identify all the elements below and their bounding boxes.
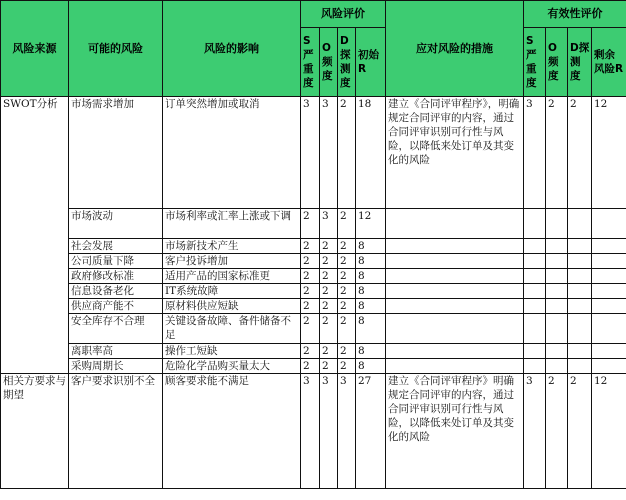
residual-r-cell [592, 239, 626, 254]
col-header-risk-eval: 风险评价 [301, 1, 386, 28]
initial-r-cell: 8 [356, 344, 386, 359]
residual-r-cell [592, 209, 626, 239]
impact-cell: 原材料供应短缺 [163, 299, 301, 314]
impact-cell: 客户投诉增加 [163, 254, 301, 269]
eff-severity-cell [524, 239, 546, 254]
eff-severity-cell: 3 [524, 374, 546, 489]
eff-detection-cell [568, 239, 592, 254]
table-row [1, 374, 626, 489]
col-header-eff-detection: D探测度 [568, 28, 592, 97]
eff-severity-cell [524, 269, 546, 284]
risk-cell: 采购周期长 [69, 359, 163, 374]
eff-detection-cell [568, 254, 592, 269]
col-header-severity: S严重度 [301, 28, 320, 97]
detection-cell: 2 [338, 239, 356, 254]
occurrence-cell: 3 [320, 97, 338, 209]
eff-detection-cell [568, 299, 592, 314]
impact-cell: 市场利率或汇率上涨或下调 [163, 209, 301, 239]
detection-cell: 2 [338, 299, 356, 314]
occurrence-cell: 2 [320, 254, 338, 269]
risk-cell: 安全库存不合理 [69, 314, 163, 344]
col-header-possible-risk: 可能的风险 [69, 1, 163, 97]
risk-cell: 市场需求增加 [69, 97, 163, 209]
impact-cell: IT系统故障 [163, 284, 301, 299]
source-cell: SWOT分析 [1, 97, 69, 374]
initial-r-cell: 8 [356, 254, 386, 269]
measure-cell [386, 269, 524, 284]
eff-detection-cell [568, 209, 592, 239]
residual-r-cell: 12 [592, 97, 626, 209]
eff-detection-cell [568, 359, 592, 374]
risk-cell: 供应商产能不 [69, 299, 163, 314]
residual-r-cell [592, 314, 626, 344]
measure-cell [386, 359, 524, 374]
severity-cell: 3 [301, 97, 320, 209]
impact-cell: 适用产品的国家标准更 [163, 269, 301, 284]
eff-occurrence-cell: 2 [546, 97, 568, 209]
occurrence-cell: 2 [320, 314, 338, 344]
table-row [1, 314, 626, 344]
eff-detection-cell [568, 314, 592, 344]
impact-cell: 订单突然增加或取消 [163, 97, 301, 209]
eff-severity-cell [524, 314, 546, 344]
detection-cell: 2 [338, 97, 356, 209]
occurrence-cell: 2 [320, 284, 338, 299]
table-row [1, 269, 626, 284]
residual-r-cell [592, 359, 626, 374]
measure-cell [386, 314, 524, 344]
severity-cell: 3 [301, 374, 320, 489]
occurrence-cell: 2 [320, 344, 338, 359]
initial-r-cell: 8 [356, 284, 386, 299]
detection-cell: 2 [338, 344, 356, 359]
measure-cell [386, 284, 524, 299]
eff-occurrence-cell [546, 314, 568, 344]
risk-cell: 政府修改标准 [69, 269, 163, 284]
col-header-effect-eval: 有效性评价 [524, 1, 626, 28]
initial-r-cell: 8 [356, 314, 386, 344]
residual-r-cell [592, 284, 626, 299]
occurrence-cell: 2 [320, 269, 338, 284]
measure-cell [386, 299, 524, 314]
risk-cell: 公司质量下降 [69, 254, 163, 269]
col-header-eff-occurrence: O频度 [546, 28, 568, 97]
col-header-measures: 应对风险的措施 [386, 1, 524, 97]
table-row [1, 239, 626, 254]
measure-cell [386, 254, 524, 269]
detection-cell: 2 [338, 284, 356, 299]
detection-cell: 2 [338, 314, 356, 344]
eff-severity-cell [524, 344, 546, 359]
severity-cell: 2 [301, 344, 320, 359]
eff-severity-cell [524, 299, 546, 314]
eff-detection-cell: 2 [568, 97, 592, 209]
detection-cell: 2 [338, 359, 356, 374]
eff-occurrence-cell [546, 284, 568, 299]
initial-r-cell: 8 [356, 239, 386, 254]
impact-cell: 市场新技术产生 [163, 239, 301, 254]
residual-r-cell [592, 299, 626, 314]
severity-cell: 2 [301, 269, 320, 284]
residual-r-cell: 12 [592, 374, 626, 489]
initial-r-cell: 27 [356, 374, 386, 489]
initial-r-cell: 8 [356, 359, 386, 374]
col-header-initial-r: 初始R [356, 28, 386, 97]
table-row [1, 209, 626, 239]
measure-cell [386, 239, 524, 254]
occurrence-cell: 2 [320, 299, 338, 314]
table-row [1, 254, 626, 269]
col-header-residual-r: 剩余风险R [592, 28, 626, 97]
residual-r-cell [592, 344, 626, 359]
eff-occurrence-cell [546, 269, 568, 284]
measure-cell: 建立《合同评审程序》明确规定合同评审的内容，通过合同评审识别可行性与风险，以降低来处订单及其变化的风险 [386, 374, 524, 489]
col-header-detection: D探测度 [338, 28, 356, 97]
initial-r-cell: 8 [356, 299, 386, 314]
eff-detection-cell [568, 344, 592, 359]
occurrence-cell: 3 [320, 209, 338, 239]
impact-cell: 顾客要求能不满足 [163, 374, 301, 489]
eff-occurrence-cell: 2 [546, 374, 568, 489]
residual-r-cell [592, 269, 626, 284]
risk-cell: 离职率高 [69, 344, 163, 359]
col-header-occurrence: O频度 [320, 28, 338, 97]
detection-cell: 2 [338, 209, 356, 239]
eff-occurrence-cell [546, 209, 568, 239]
eff-severity-cell: 3 [524, 97, 546, 209]
impact-cell: 操作工短缺 [163, 344, 301, 359]
eff-occurrence-cell [546, 359, 568, 374]
risk-cell: 市场波动 [69, 209, 163, 239]
occurrence-cell: 2 [320, 359, 338, 374]
initial-r-cell: 18 [356, 97, 386, 209]
measure-cell [386, 209, 524, 239]
table-row [1, 284, 626, 299]
eff-severity-cell [524, 209, 546, 239]
detection-cell: 2 [338, 254, 356, 269]
col-header-eff-severity: S严重度 [524, 28, 546, 97]
table-row [1, 299, 626, 314]
source-cell: 相关方要求与期望 [1, 374, 69, 489]
eff-detection-cell [568, 284, 592, 299]
severity-cell: 2 [301, 284, 320, 299]
measure-cell [386, 344, 524, 359]
severity-cell: 2 [301, 299, 320, 314]
severity-cell: 2 [301, 239, 320, 254]
col-header-source: 风险来源 [1, 1, 69, 97]
residual-r-cell [592, 254, 626, 269]
detection-cell: 2 [338, 269, 356, 284]
detection-cell: 3 [338, 374, 356, 489]
eff-occurrence-cell [546, 344, 568, 359]
impact-cell: 危险化学品购买量太大 [163, 359, 301, 374]
impact-cell: 关键设备故障、备件储备不足 [163, 314, 301, 344]
col-header-impact: 风险的影响 [163, 1, 301, 97]
eff-severity-cell [524, 254, 546, 269]
risk-cell: 客户要求识别不全 [69, 374, 163, 489]
eff-occurrence-cell [546, 254, 568, 269]
eff-severity-cell [524, 284, 546, 299]
table-row [1, 344, 626, 359]
severity-cell: 2 [301, 314, 320, 344]
occurrence-cell: 3 [320, 374, 338, 489]
eff-severity-cell [524, 359, 546, 374]
initial-r-cell: 8 [356, 269, 386, 284]
eff-occurrence-cell [546, 239, 568, 254]
severity-cell: 2 [301, 359, 320, 374]
table-row [1, 97, 626, 209]
measure-cell: 建立《合同评审程序》，明确规定合同评审的内容，通过合同评审识别可行性与风险，以降低来处订单及其变化的风险 [386, 97, 524, 209]
severity-cell: 2 [301, 254, 320, 269]
table-row [1, 359, 626, 374]
eff-detection-cell [568, 269, 592, 284]
occurrence-cell: 2 [320, 239, 338, 254]
eff-detection-cell: 2 [568, 374, 592, 489]
severity-cell: 2 [301, 209, 320, 239]
initial-r-cell: 12 [356, 209, 386, 239]
risk-cell: 信息设备老化 [69, 284, 163, 299]
eff-occurrence-cell [546, 299, 568, 314]
risk-cell: 社会发展 [69, 239, 163, 254]
